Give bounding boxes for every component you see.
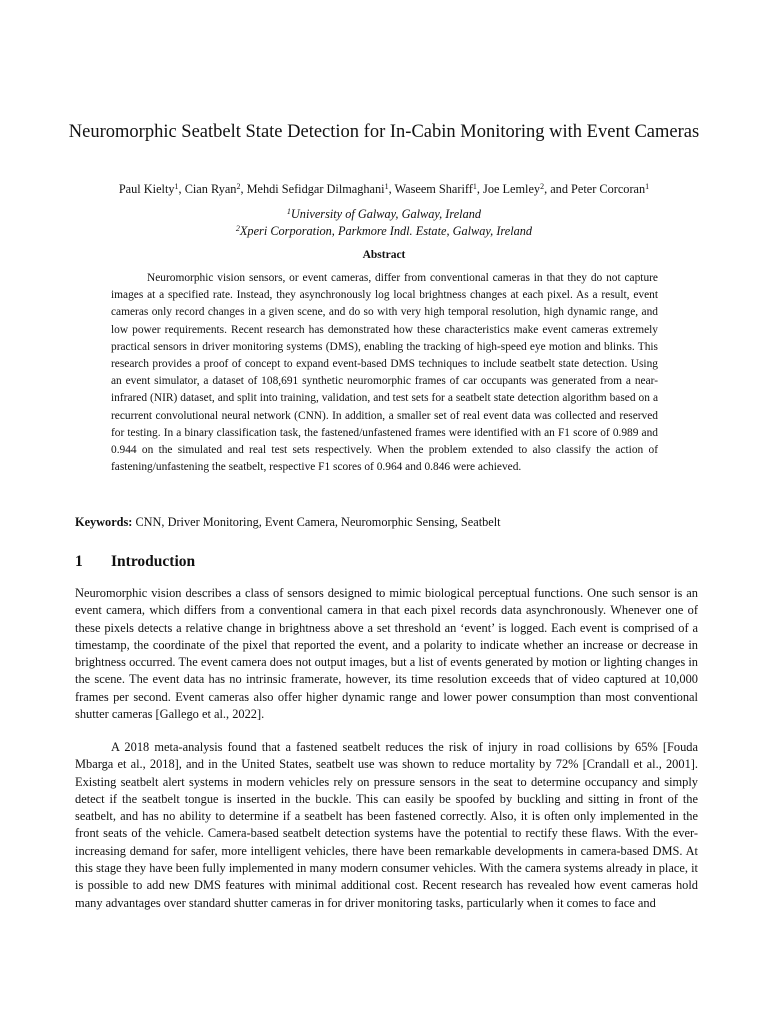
intro-paragraph-1: Neuromorphic vision describes a class of sensors designed to mimic biological perceptual functions. One such sensor is an event camera, which differs from a conventional camera in that each pixel records data asynchronously. Whenever one of these pixels detects a relative change in brightness above a set threshold an ‘event’ is logged. Each event is comprised of a timestamp, the coordinate of the pixel that reported the event, and a polarity to indicate whether an increase or decrease in brightness occurred. The event camera does not output images, but a list of events generated by motion or lighting changes in the scene. The event data has no intrinsic framerate, however, its time resolution exceeds that of video captured at 10,000 frames per second. Event cameras also offer higher dynamic range and lower power consumption than most conventional shutter cameras [Gallego et al., 2022]. (75, 586, 698, 722)
author-name: Peter Corcoran (571, 182, 646, 196)
section-title: Introduction (111, 553, 196, 570)
affiliation-mark: 1 (286, 207, 291, 216)
intro-paragraph-2: A 2018 meta-analysis found that a fastened seatbelt reduces the risk of injury in road collisions by 65% [Fouda Mbarga et al., 2018], and in the United States, seatbelt use was shown to reduce mortality by 72% [Crandall et al., 2001]. Existing seatbelt alert systems in modern vehicles rely on pressure sensors in the seat to determine occupancy and simply detect if the seatbelt tongue is inserted in the buckle. This can easily be spoofed by buckling and sitting in front of the seatbelt, and has no ability to determine if a seatbelt has been fastened correctly. Also, it is often only implemented in the front seats of the vehicle. Camera-based seatbelt detection systems have the potential to rectify these flaws. With the ever-increasing demand for safer, more intelligent vehicles, there have been remarkable developments in camera-based DMS. At this stage they have been fully implemented in many modern consumer vehicles. With the camera systems already in place, it is possible to add new DMS features with minimal additional cost. Recent research has revealed how event cameras hold many advantages over standard shutter cameras in for driver monitoring tasks, particularly when it comes to face and (75, 740, 698, 910)
author-affiliation-mark: 1 (645, 182, 650, 191)
author-list: Paul Kielty$^1$, Cian Ryan$^2$, Mehdi Sefidgar Dilmaghani$^1$, Waseem Shariff$^1$, Joe Lemley$^2$, and Peter Corcoran$^1$ (118, 182, 650, 196)
affiliation-text: University of Galway, Galway, Ireland (290, 207, 482, 221)
paper-title: Neuromorphic Seatbelt State Detection for In-Cabin Monitoring with Event Cameras (68, 122, 700, 142)
author-affiliation-mark: 2 (236, 182, 241, 191)
author-name: Paul Kielty (118, 182, 175, 196)
section-heading-introduction (75, 552, 195, 572)
author-affiliation-mark: 1 (472, 182, 477, 191)
keywords-line (75, 514, 695, 530)
author-name: Cian Ryan (184, 182, 237, 196)
affiliation-mark: 2 (235, 224, 240, 233)
author-affiliation-mark: 2 (540, 182, 545, 191)
author-affiliation-mark: 1 (174, 182, 179, 191)
keywords-list: CNN, Driver Monitoring, Event Camera, Neuromorphic Sensing, Seatbelt (135, 515, 501, 529)
abstract-text: Neuromorphic vision sensors, or event cameras, differ from conventional cameras in that they do not capture images at a specified rate. Instead, they asynchronously log local brightness changes at each pixel. As a result, event cameras only record changes in a given scene, and do so with very high temporal resolution, high dynamic range, and low power requirements. Recent research has demonstrated how these characteristics make event cameras extremely practical sensors in driver monitoring systems (DMS), enabling the tracking of high-speed eye motion and blinks. This research provides a proof of concept to expand event-based DMS techniques to include seatbelt state detection. Using an event simulator, a dataset of 108,691 synthetic neuromorphic frames of car occupants was generated from a near-infrared (NIR) dataset, and split into training, validation, and test sets for a seatbelt state detection algorithm based on a recurrent convolutional neural network (CNN). In addition, a smaller set of real event data was collected and reserved for testing. In a binary classification task, the fastened/unfastened frames were identified with an F1 score of 0.989 and 0.944 on the simulated and real test sets respectively. When the problem extended to also classify the action of fastening/unfastening the seatbelt, respective F1 scores of 0.964 and 0.846 were achieved. (111, 272, 658, 474)
section-number: 1 (75, 553, 83, 570)
author-name: Waseem Shariff (394, 182, 473, 196)
keywords-label: Keywords: (75, 515, 133, 529)
author-name: Mehdi Sefidgar Dilmaghani (246, 182, 385, 196)
affiliation-2 (60, 223, 708, 239)
abstract-heading: Abstract (362, 249, 406, 261)
author-affiliation-mark: 1 (384, 182, 389, 191)
author-name: Joe Lemley (483, 182, 541, 196)
affiliation-text: Xperi Corporation, Parkmore Indl. Estate, Galway, Ireland (239, 224, 533, 238)
affiliation-1 (60, 206, 708, 222)
